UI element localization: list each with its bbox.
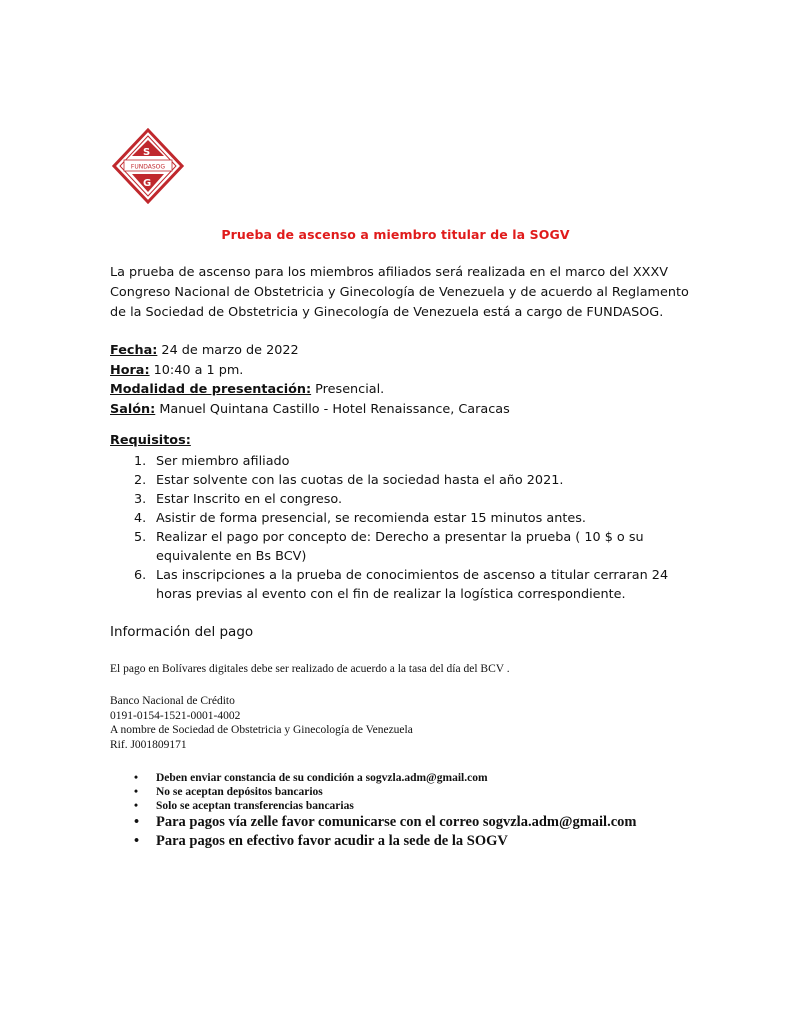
item-text: Estar Inscrito en el congreso.: [156, 492, 343, 507]
salon-label: Salón:: [110, 401, 156, 417]
bank-rif: Rif. J001809171: [110, 738, 187, 751]
item-text: Estar solvente con las cuotas de la sociedad hasta el año 2021.: [156, 473, 564, 488]
fecha-row: [110, 341, 510, 361]
bullet-text: Solo se aceptan transferencias bancarias: [156, 800, 354, 812]
bullet-text: Para pagos en efectivo favor acudir a la sede de la SOGV: [156, 833, 508, 849]
requisitos-heading: Requisitos:: [110, 433, 191, 448]
bank-name: Banco Nacional de Crédito: [110, 695, 235, 707]
item-text: Las inscripciones a la prueba de conocimientos de ascenso a titular cerraran 24: [156, 568, 669, 583]
bullet-icon: •: [134, 833, 140, 849]
bullet-text: Para pagos vía zelle favor comunicarse con el correo sogvzla.adm@gmail.com: [156, 814, 637, 830]
fecha-label: Fecha:: [110, 343, 158, 358]
item-number: 3.: [134, 492, 147, 507]
list-item: [134, 490, 694, 509]
list-item: [134, 509, 694, 528]
bullet-text: No se aceptan depósitos bancarios: [156, 786, 323, 798]
fecha-value: 24 de marzo de 2022: [157, 343, 299, 358]
modalidad-value: Presencial.: [311, 382, 385, 397]
item-text: horas previas al evento con el fin de realizar la logística correspondiente.: [156, 587, 626, 602]
intro-line: Congreso Nacional de Obstetricia y Ginecología de Venezuela y de acuerdo al Reglamento: [110, 285, 689, 300]
event-details: [110, 341, 510, 419]
item-text: Asistir de forma presencial, se recomienda estar 15 minutos antes.: [156, 511, 586, 526]
intro-paragraph: [110, 263, 690, 323]
salon-row: [110, 400, 510, 420]
list-item: [132, 785, 636, 799]
bank-info: [110, 694, 413, 752]
list-item: [134, 528, 694, 566]
item-text: Ser miembro afiliado: [156, 454, 290, 469]
item-text: equivalente en Bs BCV): [156, 549, 307, 564]
bullet-icon: •: [134, 786, 139, 798]
item-number: 1.: [134, 454, 147, 469]
bullet-text: Deben enviar constancia de su condición a sogvzla.adm@gmail.com: [156, 772, 488, 784]
item-number: 2.: [134, 473, 147, 488]
item-number: 6.: [134, 568, 147, 583]
bullet-icon: •: [134, 800, 139, 812]
item-text: Realizar el pago por concepto de: Derecho a presentar la prueba ( 10 $ o su: [156, 530, 644, 545]
payment-bullets: [132, 771, 636, 851]
list-item: [134, 471, 694, 490]
list-item: [132, 771, 636, 785]
bullet-icon: •: [134, 814, 140, 830]
hora-row: [110, 361, 510, 381]
hora-label: Hora:: [110, 362, 150, 378]
requisitos-list: [134, 452, 694, 604]
intro-line: La prueba de ascenso para los miembros afiliados será realizada en el marco del XXXV: [110, 265, 668, 280]
modalidad-label: Modalidad de presentación:: [110, 382, 312, 397]
bullet-icon: •: [134, 772, 139, 784]
bank-holder: A nombre de Sociedad de Obstetricia y Ginecología de Venezuela: [110, 724, 413, 736]
salon-value: Manuel Quintana Castillo - Hotel Renaissance, Caracas: [155, 401, 510, 417]
svg-text:S: S: [143, 147, 151, 158]
list-item: [132, 813, 636, 832]
list-item: [132, 832, 636, 851]
svg-text:G: G: [143, 178, 152, 189]
logo-text: FUNDASOG: [130, 163, 166, 171]
item-number: 5.: [134, 530, 147, 545]
bank-account: 0191-0154-1521-0001-4002: [110, 709, 241, 722]
hora-value: 10:40 a 1 pm.: [149, 362, 244, 378]
modalidad-row: [110, 380, 510, 400]
fundasog-logo: [112, 128, 184, 204]
item-number: 4.: [134, 511, 147, 526]
pago-heading: Información del pago: [110, 624, 254, 640]
list-item: [134, 566, 694, 604]
list-item: [132, 799, 636, 813]
list-item: [134, 452, 694, 471]
intro-line: de la Sociedad de Obstetricia y Ginecología de Venezuela está a cargo de FUNDASOG.: [110, 305, 664, 320]
page-title: Prueba de ascenso a miembro titular de la SOGV: [221, 227, 570, 242]
pago-note: El pago en Bolívares digitales debe ser realizado de acuerdo a la tasa del día del BCV .: [110, 663, 510, 675]
